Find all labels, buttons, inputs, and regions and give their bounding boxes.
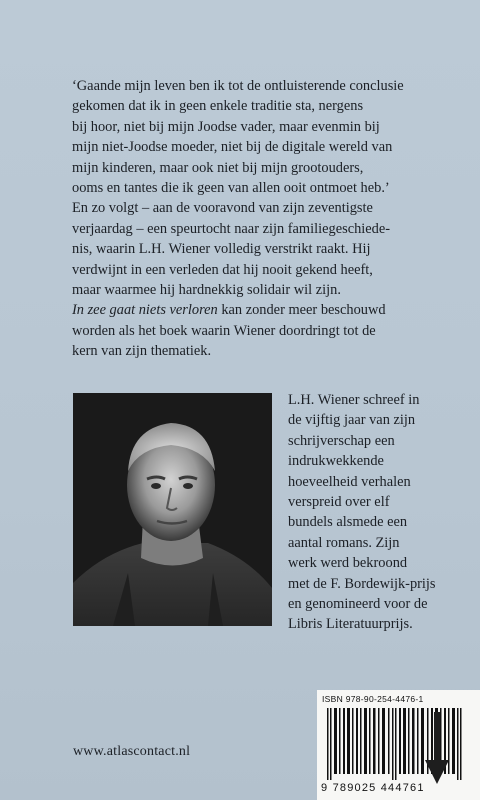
blurb-text — [72, 76, 472, 362]
bio-line: de vijftig jaar van zijn — [288, 412, 416, 429]
down-arrow-icon — [422, 712, 452, 800]
bio-line: bundels alsmede een — [288, 514, 408, 531]
bio-line: Libris Literatuurprijs. — [288, 616, 413, 633]
isbn-text: ISBN 978-90-254-4476-1 — [322, 694, 424, 704]
bio-line: indrukwekkende — [288, 453, 384, 470]
bio-line: hoeveelheid verhalen — [288, 473, 411, 490]
blurb-line: verjaardag – een speurtocht naar zijn familiegeschiede- — [72, 220, 391, 237]
book-title-italic: In zee gaat niets verloren — [72, 302, 218, 319]
blurb-line: bij hoor, niet bij mijn Joodse vader, maar evenmin bij — [72, 118, 380, 135]
blurb-line: kern van zijn thematiek. — [72, 343, 212, 360]
blurb-line: mijn kinderen, maar ook niet bij mijn grootouders, — [72, 159, 364, 176]
blurb-line: nis, waarin L.H. Wiener volledig verstrikt raakt. Hij — [72, 241, 371, 258]
bio-line: schrijverschap een — [288, 432, 395, 449]
bio-line: met de F. Bordewijk-prijs — [288, 575, 436, 592]
blurb-line-continuation: kan zonder meer beschouwd — [217, 302, 386, 319]
isbn-barcode-label — [317, 690, 480, 800]
author-bio — [288, 390, 473, 635]
bio-line: aantal romans. Zijn — [288, 534, 400, 551]
blurb-line: verdwijnt in een verleden dat hij nooit gekend heeft, — [72, 261, 373, 278]
blurb-line: maar waarmee hij hardnekkig solidair wil zijn. — [72, 282, 341, 299]
blurb-line: ‘Gaande mijn leven ben ik tot de ontluisterende conclusie — [72, 78, 404, 94]
blurb-line: gekomen dat ik in geen enkele traditie sta, nergens — [72, 98, 364, 115]
bio-line: L.H. Wiener schreef in — [288, 392, 420, 408]
bio-line: werk werd bekroond — [288, 555, 408, 572]
barcode-digits: 9 789025 444761 — [321, 782, 425, 794]
blurb-title-line — [72, 300, 472, 320]
author-portrait-image — [73, 393, 272, 626]
bio-line: verspreid over elf — [288, 494, 390, 511]
blurb-line: worden als het boek waarin Wiener doordringt tot de — [72, 322, 376, 339]
blurb-line: mijn niet-Joodse moeder, niet bij de digitale wereld van — [72, 139, 393, 156]
publisher-url: www.atlascontact.nl — [73, 744, 191, 759]
author-photo — [73, 393, 272, 626]
blurb-line: ooms en tantes die ik geen van allen ooit ontmoet heb.’ — [72, 180, 390, 197]
bio-line: en genomineerd voor de — [288, 596, 428, 613]
blurb-line: En zo volgt – aan de vooravond van zijn zeventigste — [72, 200, 373, 217]
